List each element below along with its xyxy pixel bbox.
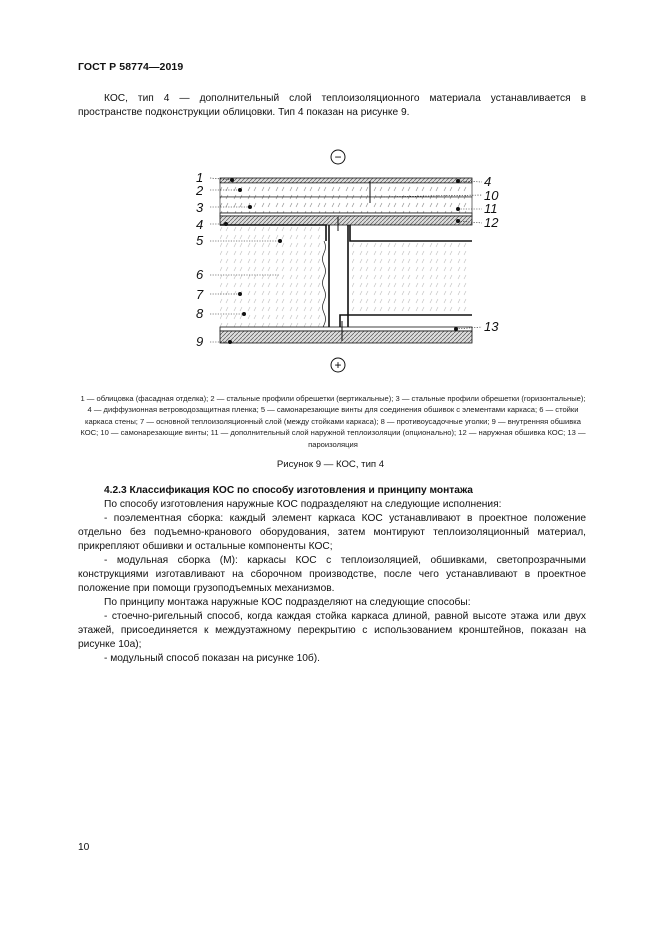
legend-item: 2 — стальные профили обрешетки (вертикальные);: [210, 394, 396, 403]
label-6: 6: [196, 267, 204, 282]
label-1: 1: [196, 170, 204, 185]
figure-caption: Рисунок 9 — КОС, тип 4: [276, 459, 385, 470]
inside-symbol-text: +: [334, 358, 342, 372]
label-9: 9: [196, 334, 204, 349]
outside-symbol: [331, 150, 345, 164]
inner-sheathing-layer: [220, 331, 472, 343]
membrane-layer: [220, 213, 472, 216]
legend-item: 8 — противоусадочные уголки;: [380, 416, 492, 426]
wall-section-diagram: [190, 145, 500, 375]
outer-sheathing-layer: [220, 216, 472, 225]
inside-symbol: [331, 358, 345, 372]
legend-item: 12 — наружная обшивка КОС;: [458, 428, 568, 438]
additional-insulation-layer: [220, 197, 472, 213]
paragraph: - поэлементная сборка: каждый элемент каркаса КОС устанавливают в проектное положение отдельно без подъемно-кранового оборудования, затем монтируют теплоизоляционный материал, прикрепляют обшивки и остальные компоненты КОС;: [78, 513, 586, 552]
label-2: 2: [196, 183, 204, 198]
vapour-barrier-layer: [220, 327, 472, 331]
label-5: 5: [196, 233, 204, 248]
label-10: 10: [484, 188, 499, 203]
label-7: 7: [196, 287, 204, 302]
legend-item: 10 — самонарезающие винты;: [100, 428, 211, 438]
legend-item: 11 — дополнительный слой наружной теплоизоляции (опционально);: [210, 428, 459, 438]
label-12: 12: [484, 215, 499, 230]
document-header: ГОСТ Р 58774—2019: [78, 61, 184, 73]
section-body: [78, 484, 586, 666]
outside-symbol-text: −: [334, 150, 342, 164]
label-8: 8: [196, 306, 204, 321]
paragraph: По принципу монтажа наружные КОС подразделяют на следующие способы:: [104, 597, 471, 608]
legend-item: 7 — основной теплоизоляционный слой (между стойками каркаса);: [140, 416, 381, 426]
paragraph: - модульный способ показан на рисунке 10б).: [104, 653, 320, 664]
legend-item: 5 — самонарезающие винты для соединения обшивок с элементами каркаса;: [260, 405, 540, 415]
section-heading: 4.2.3 Классификация КОС по способу изготовления и принципу монтажа: [104, 485, 473, 496]
main-insulation-left: [220, 227, 324, 327]
legend-item: 6 — стойки каркаса стены;: [84, 405, 579, 426]
label-13: 13: [484, 319, 499, 334]
label-4-left: 4: [196, 217, 204, 232]
paragraph: По способу изготовления наружные КОС подразделяют на следующие исполнения:: [104, 499, 502, 510]
legend-item: 3 — стальные профили обрешетки (горизонтальные);: [395, 394, 586, 403]
figure-legend: [80, 393, 586, 450]
legend-item: 9 — внутренняя обшивка КОС;: [80, 416, 582, 438]
label-3: 3: [196, 200, 204, 215]
paragraph: - модульная сборка (М): каркасы КОС с теплоизоляцией, обшивками, светопрозрачными конструкциями изготавливают на сборочном производстве, после чего устанавливают в проектное положение при помощи грузоподъемных механизмов.: [78, 555, 586, 594]
intro-paragraph: КОС, тип 4 — дополнительный слой теплоизоляционного материала устанавливается в пространстве подконструкции облицовки. Тип 4 показан на рисунке 9.: [78, 93, 586, 118]
cladding-layer: [220, 178, 472, 183]
paragraph: - стоечно-ригельный способ, когда каждая стойка каркаса длиной, равной высоте этажа или двух этажей, присоединяется к междуэтажному перекрытию с использованием кронштейнов, показан на рисунке 10а);: [78, 611, 586, 650]
legend-item: 4 — диффузионная ветроводозащитная пленка;: [87, 405, 261, 415]
label-11: 11: [484, 201, 498, 216]
vertical-profiles-layer: [220, 183, 472, 197]
legend-item: 13 — пароизоляция: [308, 428, 586, 449]
label-4-right: 4: [484, 174, 492, 189]
legend-item: 1 — облицовка (фасадная отделка);: [80, 394, 211, 403]
page-number: 10: [78, 842, 90, 853]
main-insulation-right: [352, 243, 470, 313]
